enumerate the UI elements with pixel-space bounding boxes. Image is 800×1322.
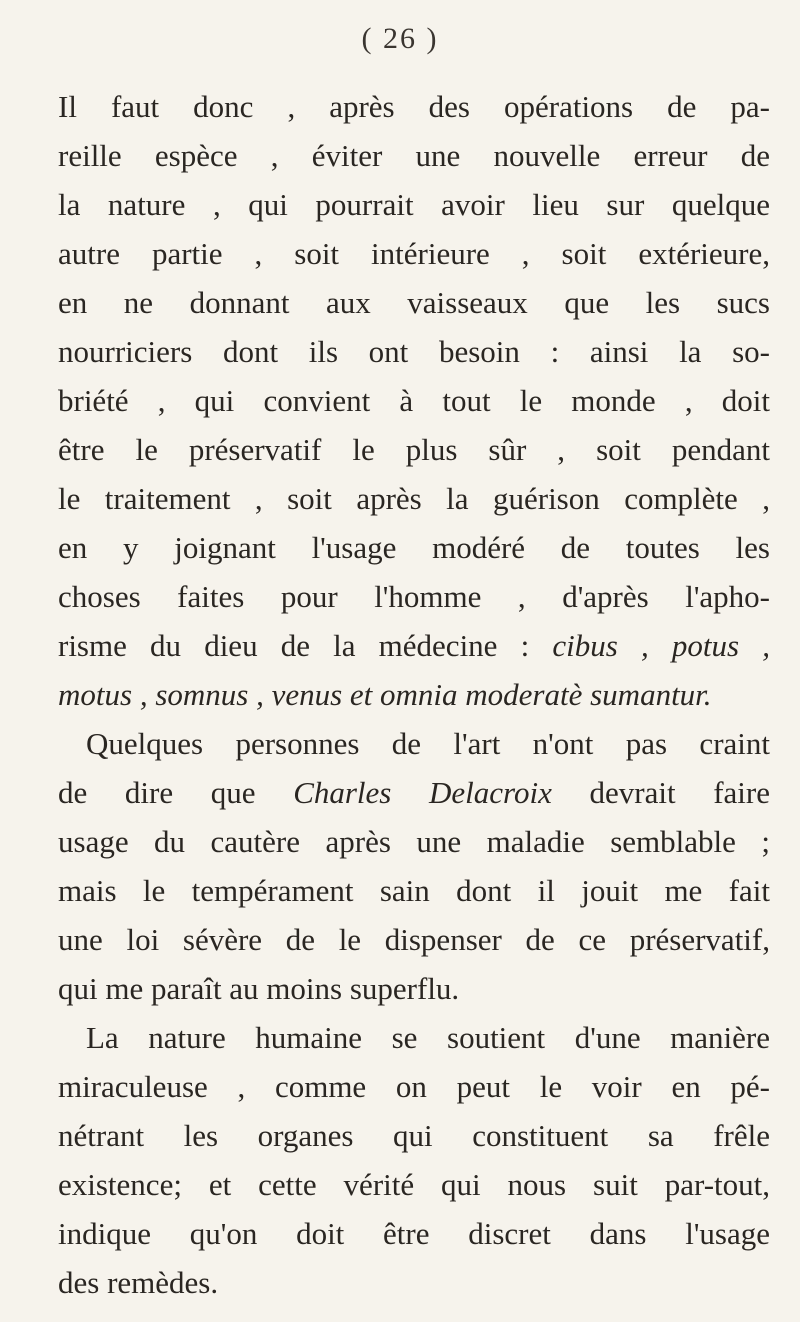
text-line	[58, 572, 770, 621]
text-line	[58, 915, 770, 964]
text-segment: mais le tempérament sain dont il jouit me fait	[58, 873, 770, 908]
text-segment: existence; et cette vérité qui nous suit par-tout,	[58, 1167, 770, 1202]
text-segment: être le préservatif le plus sûr , soit pendant	[58, 432, 770, 467]
text-line	[58, 1062, 770, 1111]
text-segment: choses faites pour l'homme , d'après l'apho-	[58, 579, 770, 614]
text-segment: briété , qui convient à tout le monde , doit	[58, 383, 770, 418]
text-line	[58, 425, 770, 474]
text-line	[58, 670, 770, 719]
text-line	[58, 866, 770, 915]
body-text	[58, 82, 770, 1307]
italic-text-segment: Charles Delacroix	[293, 775, 552, 810]
text-line	[58, 964, 770, 1013]
text-segment: risme du dieu de la médecine :	[58, 628, 553, 663]
text-segment: La nature humaine se soutient d'une manière	[86, 1020, 770, 1055]
text-segment: des remèdes.	[58, 1265, 219, 1300]
text-line	[58, 327, 770, 376]
text-segment: Quelques personnes de l'art n'ont pas craint	[86, 726, 770, 761]
text-segment: une loi sévère de le dispenser de ce préservatif,	[58, 922, 770, 957]
italic-text-segment: cibus , potus ,	[552, 628, 770, 663]
text-line	[58, 376, 770, 425]
text-line	[58, 82, 770, 131]
text-segment: nétrant les organes qui constituent sa frêle	[58, 1118, 770, 1153]
text-line	[58, 474, 770, 523]
text-segment: Il faut donc , après des opérations de pa-	[58, 89, 770, 124]
text-line	[58, 523, 770, 572]
text-line	[58, 719, 770, 768]
text-segment: miraculeuse , comme on peut le voir en pé-	[58, 1069, 770, 1104]
text-line	[58, 1111, 770, 1160]
text-segment: nourriciers dont ils ont besoin : ainsi la so-	[58, 334, 770, 369]
text-line	[58, 1013, 770, 1062]
text-segment: usage du cautère après une maladie semblable ;	[58, 824, 770, 859]
text-line	[58, 180, 770, 229]
text-line	[58, 1160, 770, 1209]
text-line	[58, 229, 770, 278]
text-segment: le traitement , soit après la guérison complète ,	[58, 481, 770, 516]
text-segment: la nature , qui pourrait avoir lieu sur quelque	[58, 187, 770, 222]
text-line	[58, 817, 770, 866]
text-segment: en y joignant l'usage modéré de toutes les	[58, 530, 770, 565]
text-segment: indique qu'on doit être discret dans l'usage	[58, 1216, 770, 1251]
text-line	[58, 278, 770, 327]
page-number: ( 26 )	[361, 22, 439, 55]
italic-text-segment: motus , somnus , venus et omnia moderatè sumantur.	[58, 677, 712, 712]
text-segment: qui me paraît au moins superflu.	[58, 971, 460, 1006]
text-segment: en ne donnant aux vaisseaux que les sucs	[58, 285, 770, 320]
text-segment: autre partie , soit intérieure , soit extérieure,	[58, 236, 770, 271]
text-segment: de dire que	[58, 775, 294, 810]
text-segment: devrait faire	[551, 775, 770, 810]
text-segment: reille espèce , éviter une nouvelle erreur de	[58, 138, 770, 173]
text-line	[58, 768, 770, 817]
text-line	[58, 131, 770, 180]
text-line	[58, 1258, 770, 1307]
text-line	[58, 1209, 770, 1258]
text-line	[58, 621, 770, 670]
